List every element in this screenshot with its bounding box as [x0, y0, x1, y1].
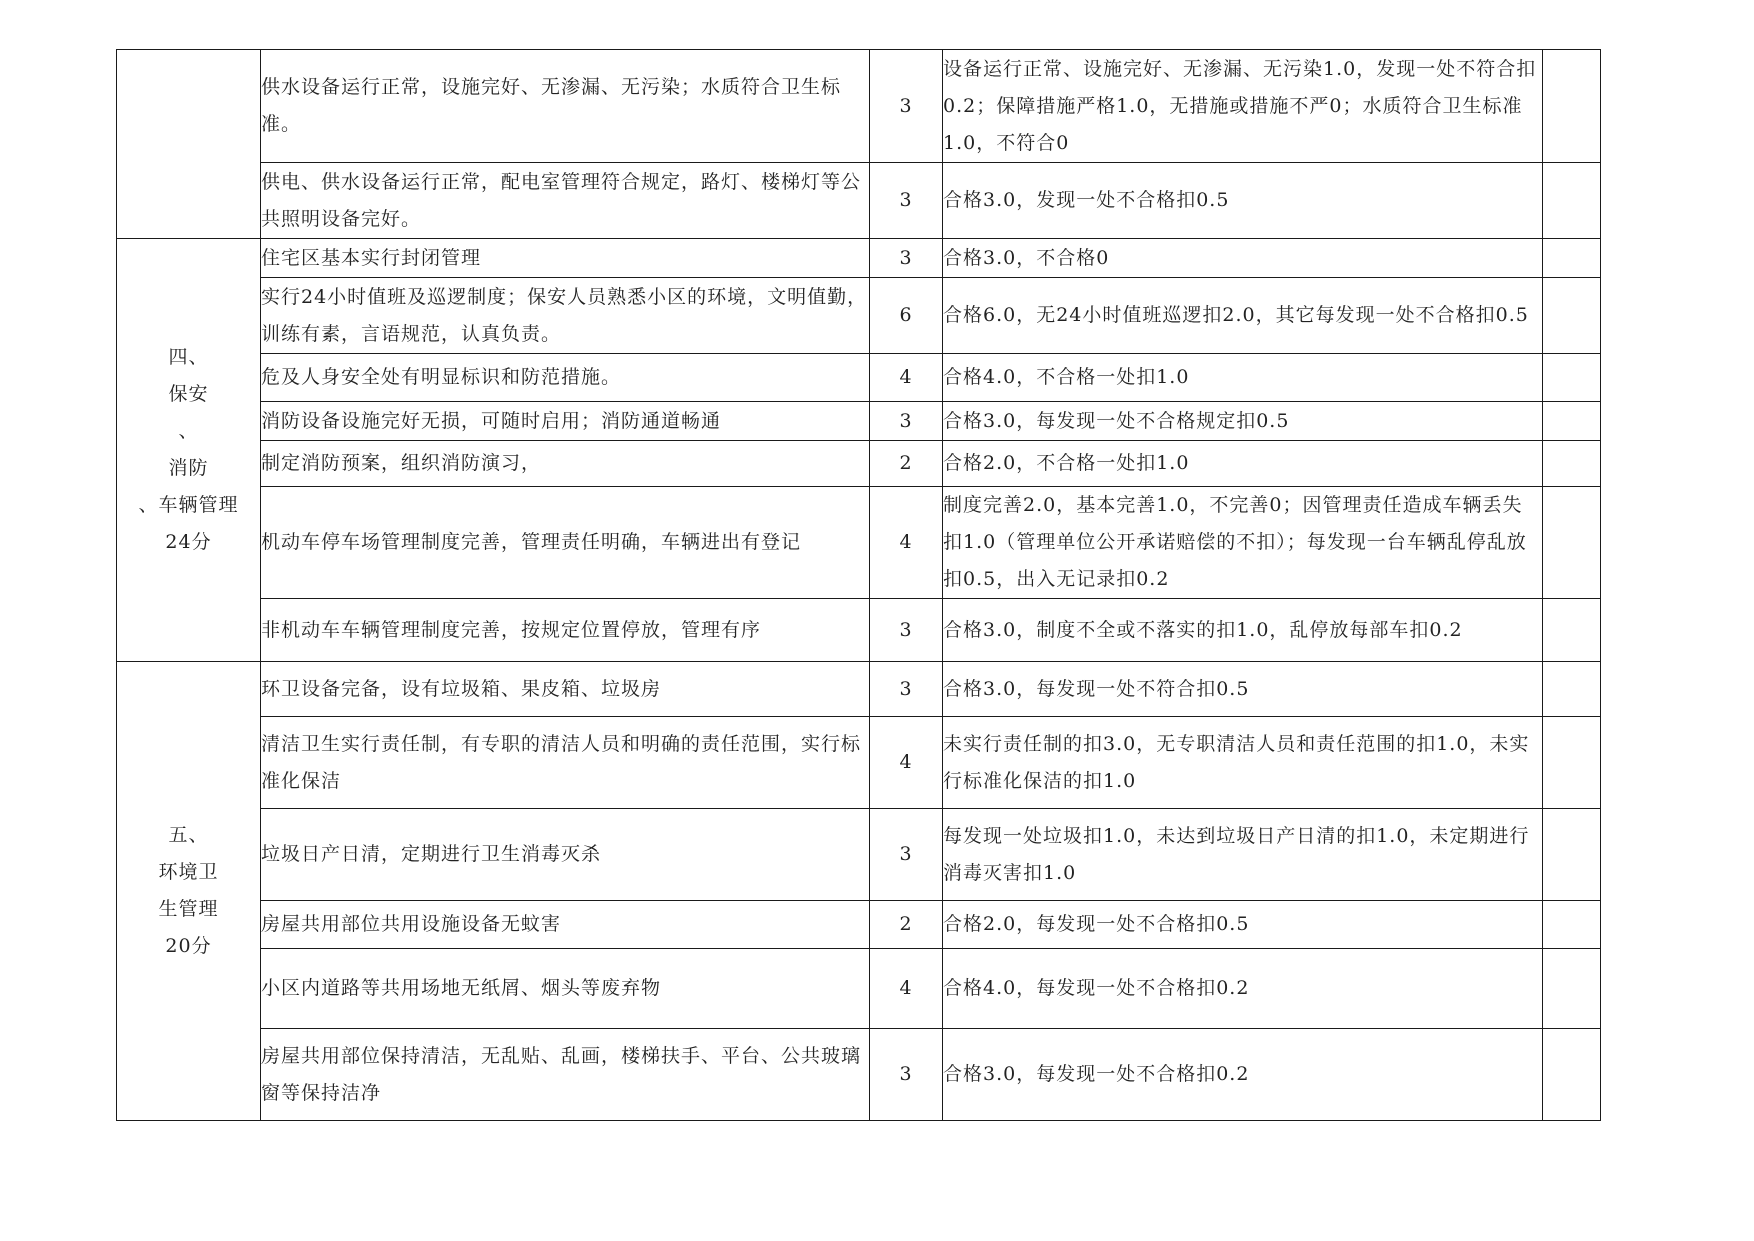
points-cell: 4 [870, 487, 943, 599]
points-cell: 3 [870, 599, 943, 662]
requirement-cell: 危及人身安全处有明显标识和防范措施。 [261, 354, 870, 402]
category-line: 、车辆管理 [138, 494, 239, 516]
category-line: 消防 [168, 457, 209, 479]
category-line: 五、 [168, 824, 209, 846]
score-blank-cell [1543, 354, 1601, 402]
table-row [117, 949, 1601, 1029]
table-row [117, 163, 1601, 239]
score-blank-cell [1543, 163, 1601, 239]
points-cell: 4 [870, 717, 943, 809]
category-cell [117, 239, 261, 662]
points-cell: 6 [870, 278, 943, 354]
requirement-cell: 环卫设备完备，设有垃圾箱、果皮箱、垃圾房 [261, 662, 870, 717]
points-cell: 3 [870, 50, 943, 163]
score-blank-cell [1543, 662, 1601, 717]
table-row [117, 717, 1601, 809]
category-line: 24分 [165, 531, 212, 553]
requirement-cell: 供电、供水设备运行正常，配电室管理符合规定，路灯、楼梯灯等公共照明设备完好。 [261, 163, 870, 239]
points-cell: 2 [870, 901, 943, 949]
points-cell: 3 [870, 163, 943, 239]
requirement-cell: 非机动车车辆管理制度完善，按规定位置停放，管理有序 [261, 599, 870, 662]
requirement-cell: 住宅区基本实行封闭管理 [261, 239, 870, 278]
scoring-criteria-cell: 未实行责任制的扣3.0，无专职清洁人员和责任范围的扣1.0，未实行标准化保洁的扣1.0 [943, 717, 1543, 809]
assessment-table-body [117, 50, 1601, 1121]
scoring-criteria-cell: 设备运行正常、设施完好、无渗漏、无污染1.0，发现一处不符合扣0.2；保障措施严格1.0，无措施或措施不严0；水质符合卫生标准1.0，不符合0 [943, 50, 1543, 163]
requirement-cell: 房屋共用部位共用设施设备无蚊害 [261, 901, 870, 949]
scoring-criteria-cell: 每发现一处垃圾扣1.0，未达到垃圾日产日清的扣1.0，未定期进行消毒灭害扣1.0 [943, 809, 1543, 901]
points-cell: 3 [870, 1029, 943, 1121]
score-blank-cell [1543, 50, 1601, 163]
category-line: 环境卫 [158, 861, 219, 883]
category-line: 保安 [168, 383, 209, 405]
score-blank-cell [1543, 809, 1601, 901]
table-row [117, 901, 1601, 949]
score-blank-cell [1543, 278, 1601, 354]
requirement-cell: 清洁卫生实行责任制，有专职的清洁人员和明确的责任范围，实行标准化保洁 [261, 717, 870, 809]
scoring-criteria-cell: 合格3.0，每发现一处不合格扣0.2 [943, 1029, 1543, 1121]
table-row [117, 1029, 1601, 1121]
category-line: 生管理 [158, 898, 219, 920]
category-line: 20分 [165, 935, 212, 957]
score-blank-cell [1543, 239, 1601, 278]
table-row [117, 354, 1601, 402]
points-cell: 3 [870, 662, 943, 717]
requirement-cell: 小区内道路等共用场地无纸屑、烟头等废弃物 [261, 949, 870, 1029]
scoring-criteria-cell: 合格3.0，不合格0 [943, 239, 1543, 278]
scoring-criteria-cell: 合格3.0，发现一处不合格扣0.5 [943, 163, 1543, 239]
scoring-criteria-cell: 合格3.0，每发现一处不合格规定扣0.5 [943, 402, 1543, 441]
scoring-criteria-cell: 合格2.0，每发现一处不合格扣0.5 [943, 901, 1543, 949]
table-row [117, 278, 1601, 354]
requirement-cell: 消防设备设施完好无损，可随时启用；消防通道畅通 [261, 402, 870, 441]
scoring-criteria-cell: 合格2.0，不合格一处扣1.0 [943, 441, 1543, 487]
score-blank-cell [1543, 441, 1601, 487]
score-blank-cell [1543, 599, 1601, 662]
table-row [117, 50, 1601, 163]
score-blank-cell [1543, 487, 1601, 599]
table-row [117, 662, 1601, 717]
scoring-criteria-cell: 合格3.0，每发现一处不符合扣0.5 [943, 662, 1543, 717]
category-line: 四、 [168, 346, 209, 368]
points-cell: 4 [870, 949, 943, 1029]
score-blank-cell [1543, 1029, 1601, 1121]
table-row [117, 441, 1601, 487]
requirement-cell: 机动车停车场管理制度完善，管理责任明确，车辆进出有登记 [261, 487, 870, 599]
points-cell: 4 [870, 354, 943, 402]
score-blank-cell [1543, 949, 1601, 1029]
category-line: 、 [178, 420, 199, 442]
points-cell: 2 [870, 441, 943, 487]
table-row [117, 487, 1601, 599]
requirement-cell: 制定消防预案，组织消防演习， [261, 441, 870, 487]
category-cell [117, 662, 261, 1121]
requirement-cell: 供水设备运行正常，设施完好、无渗漏、无污染；水质符合卫生标准。 [261, 50, 870, 163]
points-cell: 3 [870, 402, 943, 441]
score-blank-cell [1543, 901, 1601, 949]
assessment-table [116, 49, 1601, 1121]
scoring-criteria-cell: 制度完善2.0，基本完善1.0，不完善0；因管理责任造成车辆丢失扣1.0（管理单位公开承诺赔偿的不扣）；每发现一台车辆乱停乱放扣0.5，出入无记录扣0.2 [943, 487, 1543, 599]
score-blank-cell [1543, 402, 1601, 441]
requirement-cell: 房屋共用部位保持清洁，无乱贴、乱画，楼梯扶手、平台、公共玻璃窗等保持洁净 [261, 1029, 870, 1121]
table-row [117, 402, 1601, 441]
score-blank-cell [1543, 717, 1601, 809]
requirement-cell: 实行24小时值班及巡逻制度；保安人员熟悉小区的环境，文明值勤，训练有素，言语规范，认真负责。 [261, 278, 870, 354]
scoring-criteria-cell: 合格4.0，每发现一处不合格扣0.2 [943, 949, 1543, 1029]
scoring-criteria-cell: 合格4.0，不合格一处扣1.0 [943, 354, 1543, 402]
scoring-criteria-cell: 合格3.0，制度不全或不落实的扣1.0，乱停放每部车扣0.2 [943, 599, 1543, 662]
scoring-criteria-cell: 合格6.0，无24小时值班巡逻扣2.0，其它每发现一处不合格扣0.5 [943, 278, 1543, 354]
table-row [117, 599, 1601, 662]
requirement-cell: 垃圾日产日清，定期进行卫生消毒灭杀 [261, 809, 870, 901]
table-row [117, 809, 1601, 901]
points-cell: 3 [870, 809, 943, 901]
points-cell: 3 [870, 239, 943, 278]
category-cell [117, 50, 261, 239]
table-row [117, 239, 1601, 278]
